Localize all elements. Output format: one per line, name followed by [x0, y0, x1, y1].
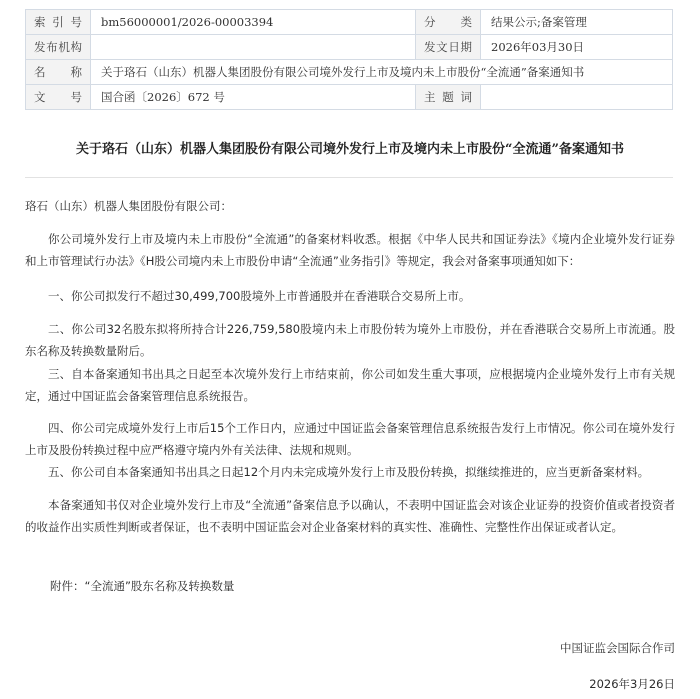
- paragraph-disclaimer: 本备案通知书仅对企业境外发行上市及“全流通”备案信息予以确认，不表明中国证监会对该企业证券的投资价值或者投资者的收益作出实质性判断或者保证，也不表明中国证监会对企业备案材料的真实性、准确性、完整性作出保证或者认定。: [25, 498, 675, 534]
- index-number-label: 索 引 号: [26, 10, 91, 35]
- paragraph-item-1: 一、你公司拟发行不超过30,499,700股境外上市普通股并在香港联合交易所上市。: [48, 289, 471, 303]
- document-title: 关于珞石（山东）机器人集团股份有限公司境外发行上市及境内未上市股份“全流通”备案通知书: [76, 142, 624, 157]
- index-number-value: bm56000001/2026-00003394: [91, 10, 416, 35]
- keywords-label: 主 题 词: [416, 85, 481, 110]
- name-label: 名 称: [26, 60, 91, 85]
- paragraph-intro: 你公司境外发行上市及境内未上市股份“全流通”的备案材料收悉。根据《中华人民共和国证券法》《境内企业境外发行证券和上市管理试行办法》《H股公司境内未上市股份申请“全流通”业务指引》等规定，我会对备案事项通知如下：: [25, 232, 675, 268]
- attachment-link[interactable]: 附件：“全流通”股东名称及转换数量: [50, 579, 235, 593]
- publisher-label: 发布机构: [26, 35, 91, 60]
- title-divider: [25, 177, 673, 178]
- paragraph-item-2: 二、你公司32名股东拟将所持合计226,759,580股境内未上市股份转为境外上市股份，并在香港联合交易所上市流通。股东名称及转换数量附后。: [25, 322, 675, 358]
- category-label: 分 类: [416, 10, 481, 35]
- paragraph-item-5: 五、你公司自本备案通知书出具之日起12个月内未完成境外发行上市及股份转换，拟继续推进的，应当更新备案材料。: [48, 465, 650, 479]
- issue-date-label: 发文日期: [416, 35, 481, 60]
- issue-date-value: 2026年03月30日: [481, 35, 673, 60]
- document-number-label: 文 号: [26, 85, 91, 110]
- document-number-value: 国合函〔2026〕672 号: [91, 85, 416, 110]
- metadata-row: [26, 35, 673, 60]
- issuer-signature: 中国证监会国际合作司: [560, 641, 675, 655]
- category-value: 结果公示;备案管理: [481, 10, 673, 35]
- metadata-row: [26, 85, 673, 110]
- metadata-row: [26, 10, 673, 35]
- document-metadata-table: [25, 9, 673, 110]
- name-value: 关于珞石（山东）机器人集团股份有限公司境外发行上市及境内未上市股份“全流通”备案通知书: [91, 60, 673, 85]
- metadata-row: [26, 60, 673, 85]
- paragraph-item-3: 三、自本备案通知书出具之日起至本次境外发行上市结束前，你公司如发生重大事项，应根据境内企业境外发行上市有关规定，通过中国证监会备案管理信息系统报告。: [25, 367, 675, 403]
- signature-date: 2026年3月26日: [589, 677, 675, 691]
- publisher-value: [91, 35, 416, 60]
- keywords-value: [481, 85, 673, 110]
- salutation: 珞石（山东）机器人集团股份有限公司：: [25, 199, 232, 213]
- paragraph-item-4: 四、你公司完成境外发行上市后15个工作日内，应通过中国证监会备案管理信息系统报告发行上市情况。你公司在境外发行上市及股份转换过程中应严格遵守境内外有关法律、法规和规则。: [25, 421, 675, 457]
